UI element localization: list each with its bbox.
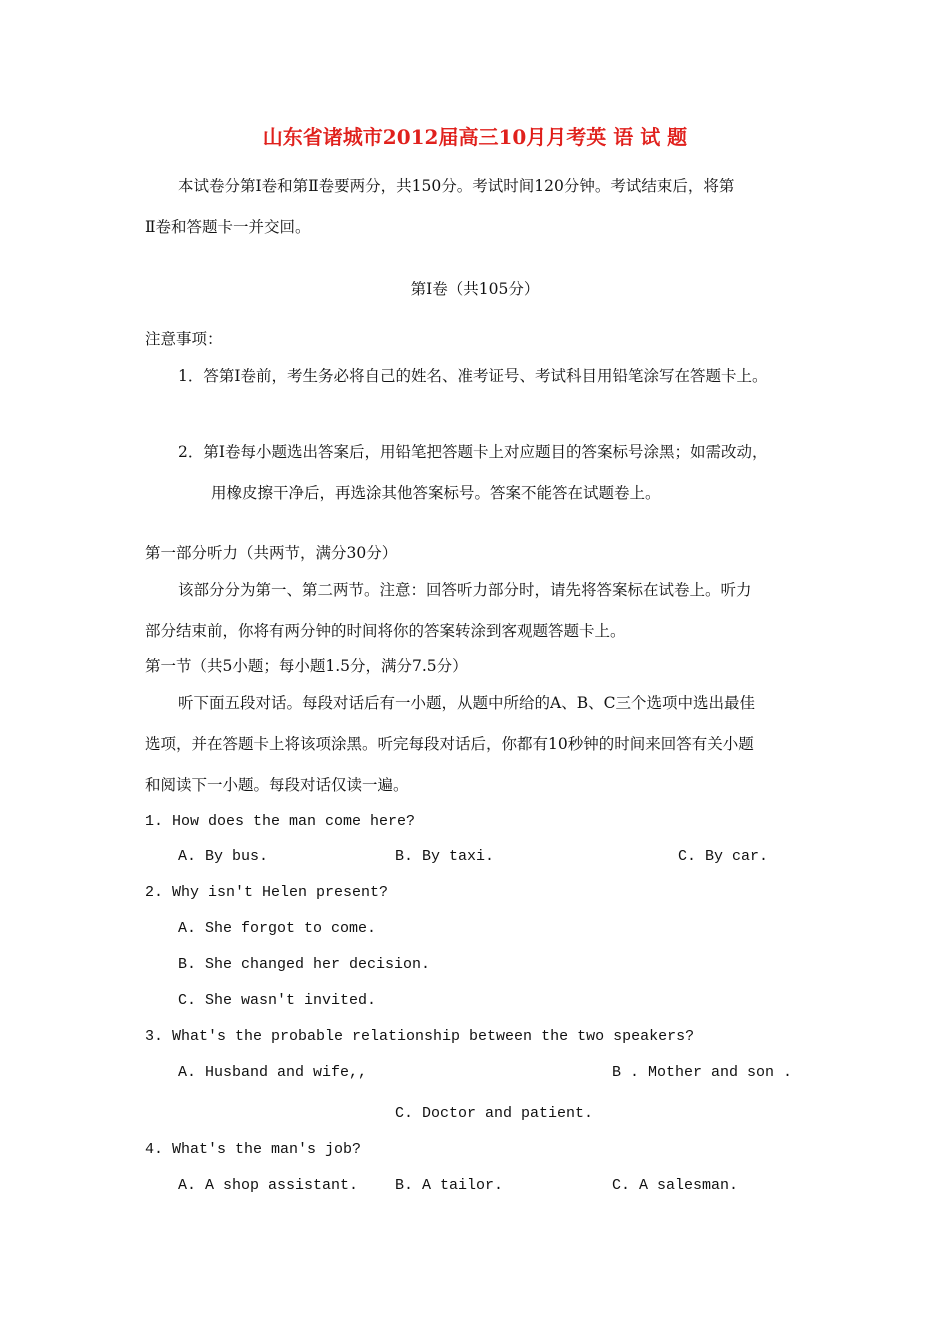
intro-line-1: 本试卷分第Ⅰ卷和第Ⅱ卷要两分，共150分。考试时间120分钟。考试结束后，将第 [178,177,735,195]
question-1-stem: 1. How does the man come here? [145,813,416,830]
question-4-option-b: B. A tailor. [395,1177,504,1194]
volume1-heading: 第Ⅰ卷（共105分） [410,280,540,298]
intro-line-2: Ⅱ卷和答题卡一并交回。 [145,218,311,236]
question-2-option-c: C. She wasn't invited. [178,992,377,1009]
part1-desc-line-1: 该部分分为第一、第二两节。注意：回答听力部分时，请先将答案标在试卷上。听力 [178,581,752,599]
part1-desc-line-2: 部分结束前，你将有两分钟的时间将你的答案转涂到客观题答题卡上。 [145,622,626,640]
document-title: 山东省诸城市2012届高三10月月考英 语 试 题 [262,125,688,149]
part1-heading: 第一部分听力（共两节，满分30分） [145,544,398,562]
section1-desc-line-3: 和阅读下一小题。每段对话仅读一遍。 [145,776,409,794]
question-2-option-b: B. She changed her decision. [178,956,431,973]
question-4-option-a: A. A shop assistant. [178,1177,359,1194]
question-3-option-b: B . Mother and son . [612,1064,793,1081]
question-1-option-a: A. By bus. [178,848,269,865]
question-3-option-a: A. Husband and wife,, [178,1064,368,1081]
question-2-option-a: A. She forgot to come. [178,920,377,937]
notice-item-2-line-2: 用橡皮擦干净后，再选涂其他答案标号。答案不能答在试题卷上。 [211,484,661,502]
notice-item-2-line-1: 2．第Ⅰ卷每小题选出答案后，用铅笔把答题卡上对应题目的答案标号涂黑；如需改动， [178,443,768,461]
question-3-stem: 3. What's the probable relationship between the two speakers? [145,1028,695,1045]
section1-desc-line-2: 选项，并在答题卡上将该项涂黑。听完每段对话后，你都有10秒钟的时间来回答有关小题 [145,735,754,753]
notice-item-1: 1．答第Ⅰ卷前，考生务必将自己的姓名、准考证号、考试科目用铅笔涂写在答题卡上。 [178,367,768,385]
question-1-option-c: C. By car. [678,848,769,865]
question-2-stem: 2. Why isn't Helen present? [145,884,389,901]
notice-heading: 注意事项： [145,330,223,348]
section1-heading: 第一节（共5小题；每小题1.5分，满分7.5分） [145,657,468,675]
question-4-option-c: C. A salesman. [612,1177,739,1194]
section1-desc-line-1: 听下面五段对话。每段对话后有一小题，从题中所给的A、B、C三个选项中选出最佳 [178,694,755,712]
question-3-option-c: C. Doctor and patient. [395,1105,594,1122]
question-4-stem: 4. What's the man's job? [145,1141,362,1158]
question-1-option-b: B. By taxi. [395,848,495,865]
